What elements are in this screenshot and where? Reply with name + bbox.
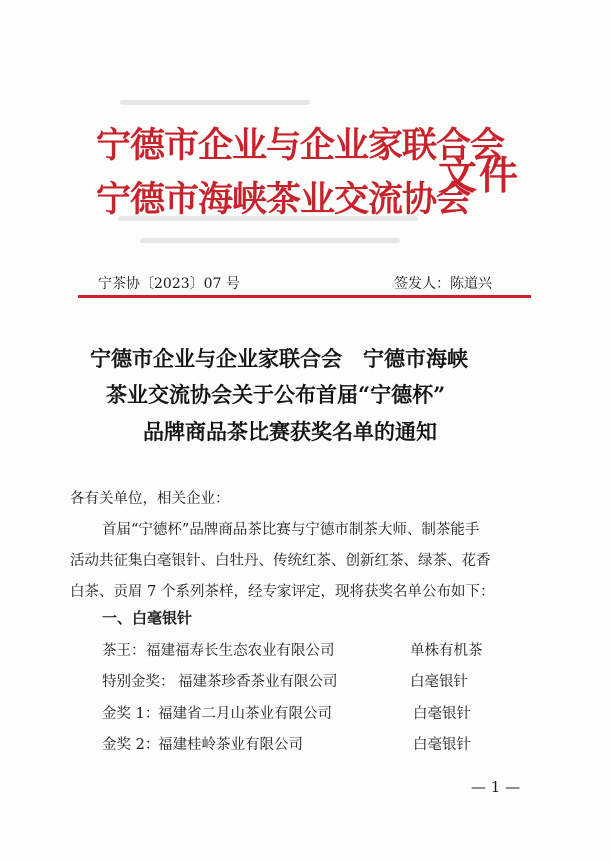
award-company: 福建省二月山茶业有限公司: [158, 706, 332, 722]
bleed-through-mark: [140, 238, 400, 243]
salutation: 各有关单位，相关企业：: [70, 491, 230, 507]
award-company: 福建桂岭茶业有限公司: [158, 737, 303, 753]
award-company: 福建福寿长生态农业有限公司: [146, 643, 335, 659]
section-heading: 一、白毫银针: [102, 609, 193, 627]
award-product: 单株有机茶: [410, 643, 483, 659]
body-paragraph-line-3: 白茶、贡眉 7 个系列茶样，经专家评定，现将获奖名单公布如下：: [70, 584, 495, 600]
body-paragraph-line-2: 活动共征集白毫银针、白牡丹、传统红茶、创新红茶、绿茶、花香: [70, 553, 491, 569]
award-label: 金奖 1：: [102, 706, 160, 722]
red-divider-line: [78, 295, 531, 298]
award-label: 茶王：: [102, 643, 146, 659]
header-org-line-1: 宁德市企业与企业家联合会: [96, 125, 505, 166]
award-product: 白毫银针: [413, 737, 471, 753]
notice-title-line-1: 宁德市企业与企业家联合会 宁德市海峡: [90, 346, 468, 371]
notice-title-line-3: 品牌商品茶比赛获奖名单的通知: [143, 419, 437, 444]
header-org-line-2: 宁德市海峡茶业交流协会: [96, 179, 471, 220]
page-number: — 1 —: [471, 778, 521, 796]
award-company: 福建茶珍香茶业有限公司: [178, 674, 338, 690]
bleed-through-mark: [120, 100, 310, 105]
award-product: 白毫银针: [413, 706, 471, 722]
award-label: 金奖 2：: [102, 737, 160, 753]
award-label: 特别金奖：: [102, 674, 175, 690]
header-doc-type: 文件: [438, 153, 521, 199]
award-product: 白毫银针: [410, 674, 468, 690]
notice-title-line-2: 茶业交流协会关于公布首届“宁德杯”: [106, 382, 446, 407]
body-paragraph-line-1: 首届“宁德杯”品牌商品茶比赛与宁德市制茶大师、制茶能手: [102, 522, 480, 538]
signer: 签发人：陈道兴: [394, 276, 492, 292]
document-number: 宁茶协〔2023〕07 号: [98, 276, 240, 292]
